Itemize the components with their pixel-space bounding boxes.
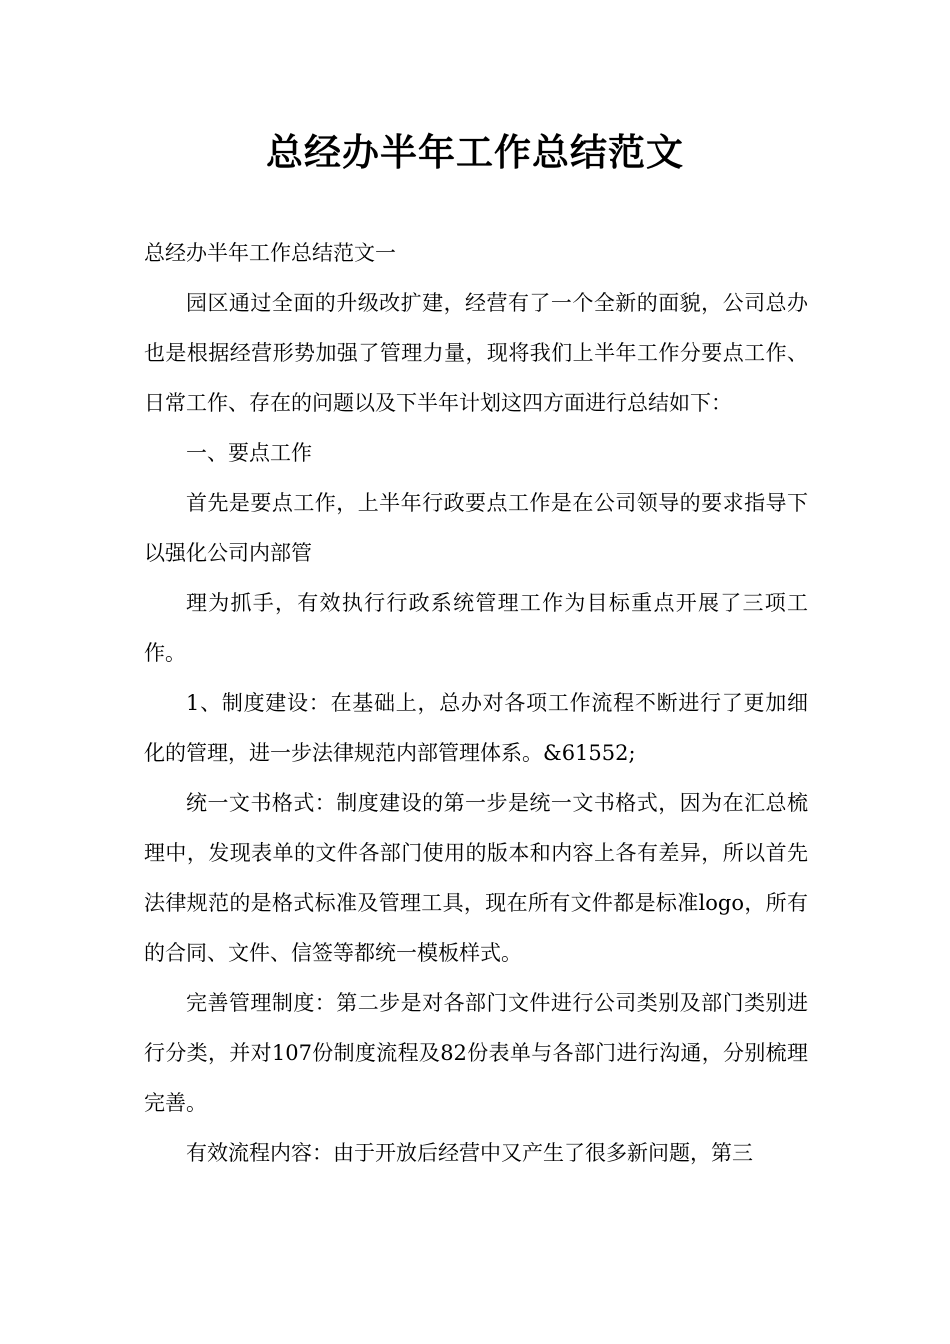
section-heading-key-work: 一、要点工作 (186, 441, 312, 465)
paragraph-intro: 园区通过全面的升级改扩建，经营有了一个全新的面貌，公司总办也是根据经营形势加强了管理力量，现将我们上半年工作分要点工作、日常工作、存在的问题以及下半年计划这四方面进行总结如下： (144, 291, 808, 415)
paragraph-key-work-continued: 理为抓手，有效执行行政系统管理工作为目标重点开展了三项工作。 (144, 591, 808, 665)
paragraph-management-system: 完善管理制度：第二步是对各部门文件进行公司类别及部门类别进行分类，并对107份制度流程及82份表单与各部门进行沟通，分别梳理完善。 (144, 991, 808, 1115)
paragraph-key-work: 首先是要点工作，上半年行政要点工作是在公司领导的要求指导下以强化公司内部管 (144, 491, 808, 565)
paragraph-process-content: 有效流程内容：由于开放后经营中又产生了很多新问题，第三 (186, 1141, 753, 1165)
document-title: 总经办半年工作总结范文 (266, 131, 684, 174)
paragraph-unified-format: 统一文书格式：制度建设的第一步是统一文书格式，因为在汇总梳理中，发现表单的文件各部门使用的版本和内容上各有差异，所以首先法律规范的是格式标准及管理工具，现在所有文件都是标准logo，所有的合同、文件、信签等都统一模板样式。 (144, 791, 808, 965)
document-body (144, 228, 808, 1178)
paragraph-system-building: 1、制度建设：在基础上，总办对各项工作流程不断进行了更加细化的管理，进一步法律规范内部管理体系。&61552; (144, 691, 808, 765)
section-heading: 总经办半年工作总结范文一 (144, 241, 396, 265)
